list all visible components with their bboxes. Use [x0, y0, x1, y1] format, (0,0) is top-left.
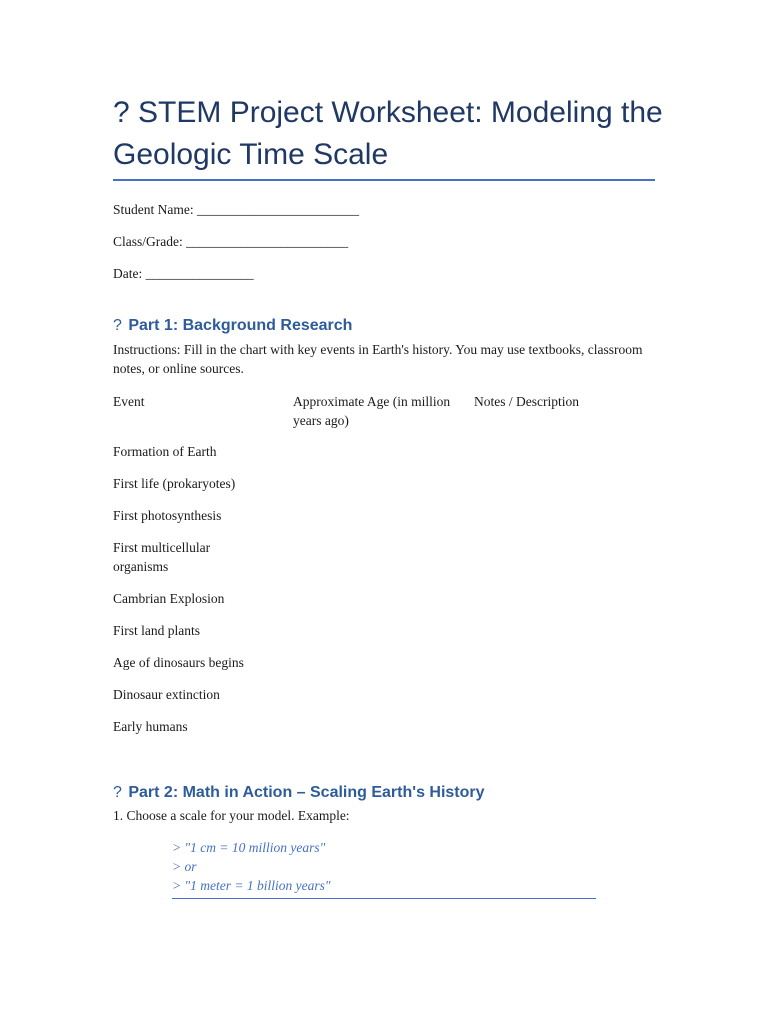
table-header-event: Event: [113, 394, 145, 409]
scale-example-line: > "1 cm = 10 million years": [172, 840, 326, 855]
part2-heading-text: Part 2: Math in Action – Scaling Earth's History: [128, 784, 485, 801]
page-title: [113, 92, 673, 176]
table-row-event: First land plants: [113, 623, 200, 638]
part2-step1: 1. Choose a scale for your model. Example:: [113, 808, 350, 823]
table-row-event: First multicellular organisms: [113, 540, 211, 574]
class-grade-field: Class/Grade: ________________________: [113, 234, 349, 249]
table-row-event: Age of dinosaurs begins: [113, 655, 244, 670]
table-header-notes: Notes / Description: [474, 394, 579, 409]
scale-example-line: > "1 meter = 1 billion years": [172, 878, 331, 893]
part2-icon: ?: [113, 784, 122, 801]
part2-heading: [113, 783, 485, 803]
student-name-field: Student Name: ________________________: [113, 202, 359, 217]
table-row-event: Cambrian Explosion: [113, 591, 225, 606]
table-header-age: Approximate Age (in million years ago): [293, 394, 451, 428]
scale-example-line: > or: [172, 859, 197, 874]
part1-heading-text: Part 1: Background Research: [128, 317, 353, 334]
part1-icon: ?: [113, 317, 122, 334]
quote-underline: [172, 898, 596, 899]
table-row-event: First photosynthesis: [113, 508, 222, 523]
table-row-event: Early humans: [113, 719, 188, 734]
title-text: STEM Project Worksheet: Modeling the Geologic Time Scale: [113, 96, 663, 171]
table-row-event: First life (prokaryotes): [113, 476, 236, 491]
table-row-event: Dinosaur extinction: [113, 687, 220, 702]
date-field: Date: ________________: [113, 266, 254, 281]
part1-instructions: Instructions: Fill in the chart with key events in Earth's history. You may use textbooks, classroom notes, or online sources.: [113, 342, 643, 376]
table-row-event: Formation of Earth: [113, 444, 217, 459]
title-icon: ?: [113, 96, 130, 129]
part1-heading: [113, 316, 352, 336]
title-underline: [113, 179, 655, 181]
